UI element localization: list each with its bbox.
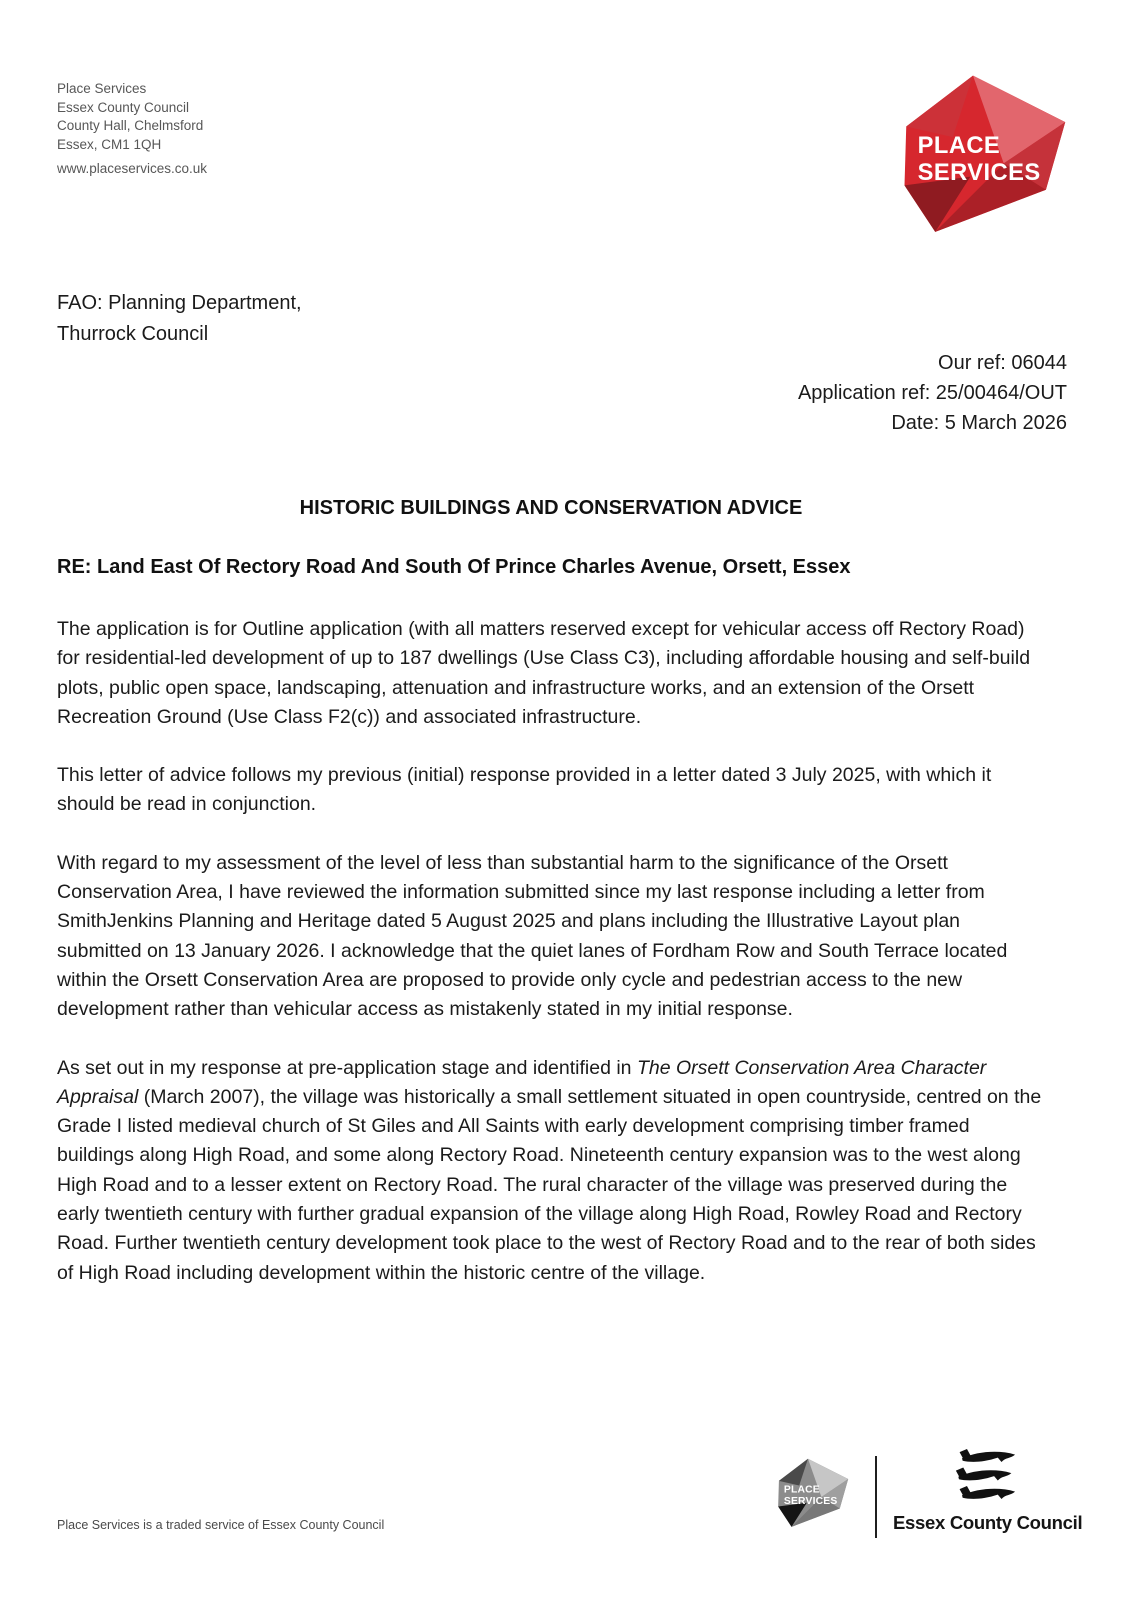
logo-word-services: SERVICES bbox=[783, 1496, 838, 1508]
paragraph-3 bbox=[57, 849, 1045, 1025]
sender-line: County Hall, Chelmsford bbox=[57, 118, 204, 133]
paragraph-text: (March 2007), the village was historically a small settlement situated in open countryside, centred on the Grade I listed medieval church of St Giles and All Saints with early development comprising timber framed buildings along High Road, and some along Rectory Road. Nineteenth century expansion was to the west along High Road and to a lesser extent on Rectory Road. The rural character of the village was preserved during the early twentieth century with further gradual expansion of the village along High Road, Rowley Road and Rectory Road. Further twentieth century development took place to the west of Rectory Road and to the rear of both sides of High Road including development within the historic centre of the village. bbox=[57, 1085, 1042, 1284]
logo-word-place: PLACE bbox=[783, 1484, 820, 1496]
three-seaxes-icon bbox=[946, 1448, 1020, 1508]
letter-date: Date: 5 March 2026 bbox=[891, 412, 1067, 434]
paragraph-text: The application is for Outline application (with all matters reserved except for vehicular access off Rectory Road) for residential-led development of up to 187 dwellings (Use Class C3), including affordable housing and self-build plots, public open space, landscaping, attenuation and infrastructure works, and an extension of the Orsett Recreation Ground (Use Class F2(c)) and associated infrastructure. bbox=[57, 618, 1031, 728]
essex-county-council-logo bbox=[893, 1448, 1083, 1534]
place-services-logo-grayscale bbox=[764, 1450, 852, 1539]
sender-address-block bbox=[57, 80, 207, 179]
paragraph-4 bbox=[57, 1054, 1045, 1288]
document-title: HISTORIC BUILDINGS AND CONSERVATION ADVICE bbox=[299, 497, 803, 519]
logo-word-services: SERVICES bbox=[917, 160, 1041, 187]
sender-website: www.placeservices.co.uk bbox=[57, 161, 208, 176]
sender-line: Place Services bbox=[57, 81, 147, 96]
paragraph-text-italic: The Orsett Conservation Area Character Appraisal bbox=[57, 1056, 987, 1108]
subject-line: RE: Land East Of Rectory Road And South Of Prince Charles Avenue, Orsett, Essex bbox=[57, 556, 851, 578]
essex-logo-text: Essex County Council bbox=[893, 1512, 1083, 1533]
reference-block bbox=[798, 348, 1067, 438]
application-ref: Application ref: 25/00464/OUT bbox=[797, 382, 1067, 404]
our-ref: Our ref: 06044 bbox=[938, 352, 1067, 374]
place-services-logo bbox=[872, 56, 1074, 253]
paragraph-text: With regard to my assessment of the level of less than substantial harm to the significance of the Orsett Conservation Area, I have reviewed the information submitted since my last response including a letter from SmithJenkins Planning and Heritage dated 5 August 2025 and plans including the Illustrative Layout plan submitted on 13 January 2026. I acknowledge that the quiet lanes of Fordham Row and South Terrace located within the Orsett Conservation Area are proposed to provide only cycle and pedestrian access to the new development rather than vehicular access as mistakenly stated in my initial response. bbox=[57, 851, 1008, 1021]
recipient-line: FAO: Planning Department, bbox=[57, 292, 302, 314]
place-services-gem-gray-icon bbox=[764, 1450, 852, 1534]
paragraph-text: This letter of advice follows my previous (initial) response provided in a letter dated 3 July 2025, with which it should be read in conjunction. bbox=[57, 764, 992, 816]
sender-line: Essex County Council bbox=[57, 99, 190, 115]
sender-line: Essex, CM1 1QH bbox=[57, 136, 162, 152]
letter-body bbox=[57, 615, 1045, 1317]
paragraph-text: As set out in my response at pre-application stage and identified in bbox=[57, 1056, 637, 1079]
paragraph-2 bbox=[57, 761, 1045, 820]
footer-divider bbox=[875, 1456, 877, 1538]
recipient-block bbox=[57, 288, 302, 350]
logo-word-place: PLACE bbox=[917, 132, 1001, 159]
footer-disclaimer: Place Services is a traded service of Essex County Council bbox=[57, 1518, 385, 1532]
recipient-line: Thurrock Council bbox=[57, 323, 209, 345]
paragraph-1 bbox=[57, 615, 1045, 732]
place-services-gem-icon bbox=[872, 56, 1074, 248]
